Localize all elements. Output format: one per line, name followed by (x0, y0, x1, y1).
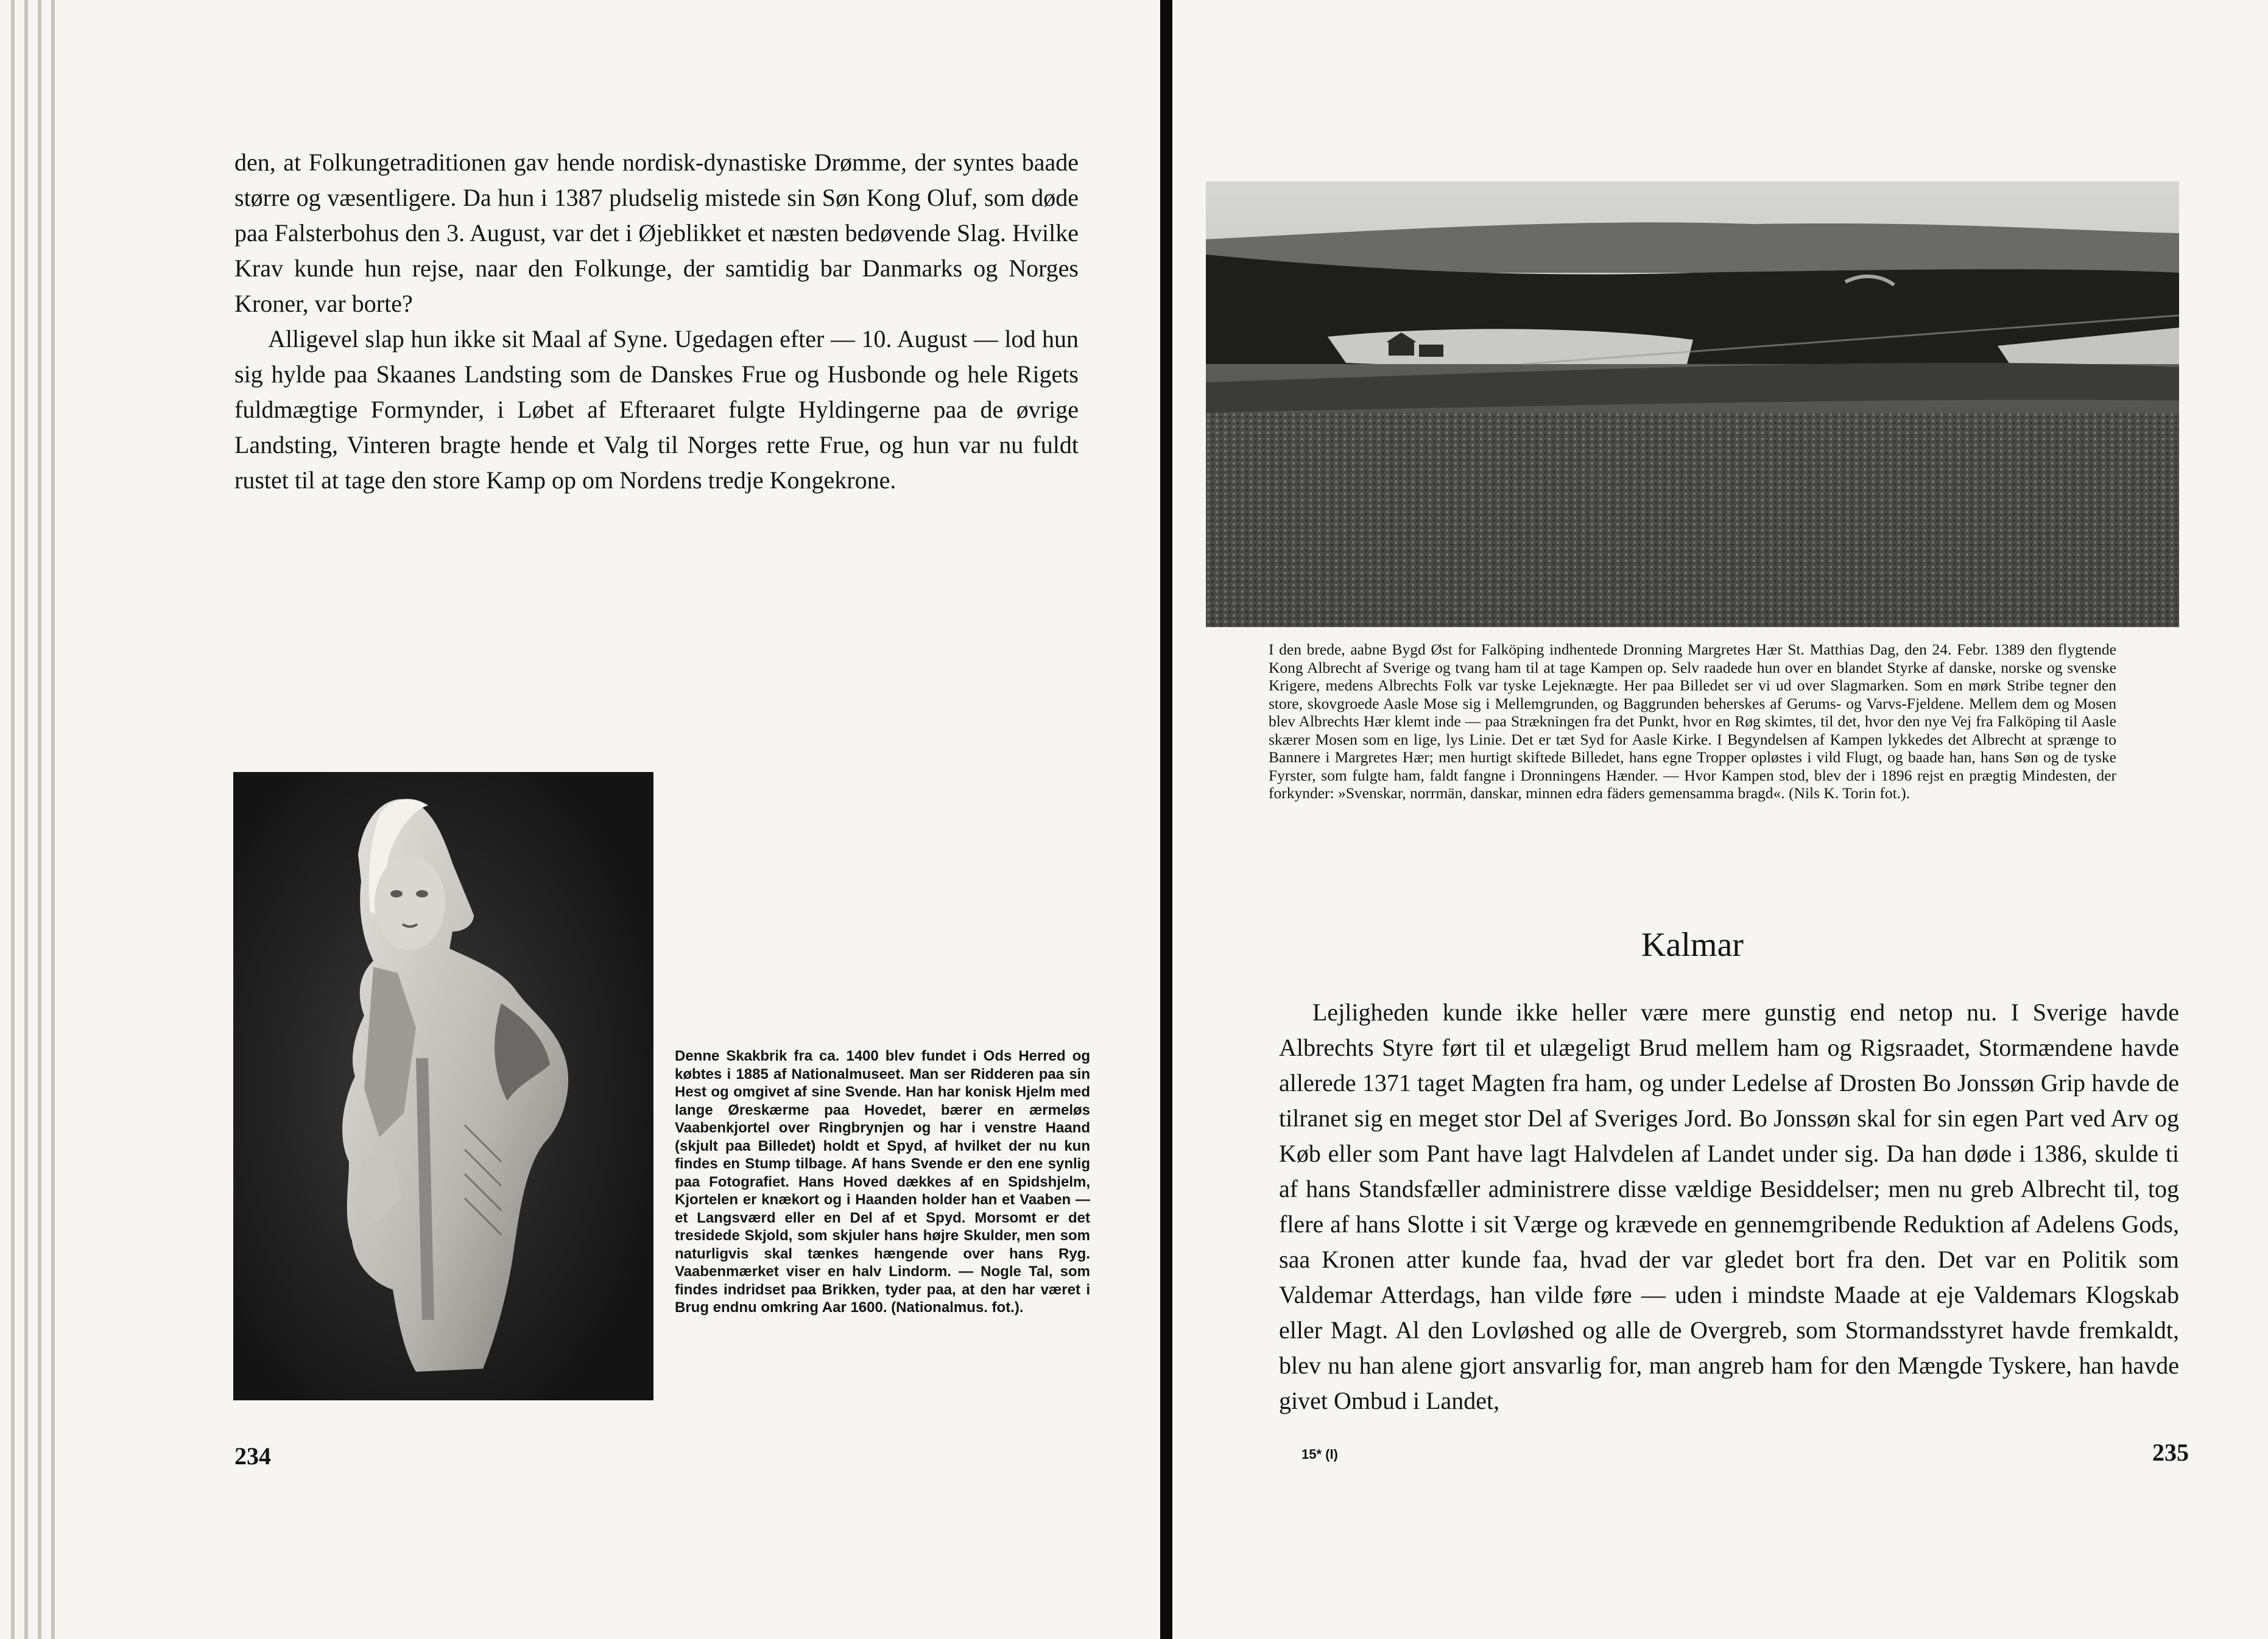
page-number: 234 (234, 1442, 271, 1470)
signature-mark: 15* (I) (1301, 1447, 1338, 1462)
page-edge (24, 0, 28, 1639)
page-edge (51, 0, 55, 1639)
body-text (234, 145, 1079, 498)
photo-caption: Denne Skakbrik fra ca. 1400 blev fundet i Ods Herred og købtes i 1885 af Nationalmuseet. Man ser Ridderen paa sin Hest og omgivet af sine Svende. Han har konisk Hjelm med lange Øreskærme paa Hovedet, bærer en ærmeløs Vaabenkjortel over Ringbrynjen og har i venstre Haand (skjult paa Billedet) holdt et Spyd, af hvilket der nu kun findes en Stump tilbage. Af hans Svende er den ene synlig paa Fotografiet. Hans Hoved dækkes af en Spidshjelm, Kjortelen er knækort og i Haanden holder han et Vaaben — et Langsværd eller en Del af et Spyd. Morsomt er det tresidede Skjold, som skjuler hans højre Skulder, men som naturligvis skal tænkes hængende over hans Ryg. Vaabenmærket viser en halv Lindorm. — Nogle Tal, som findes indridset paa Brikken, tyder paa, at den har været i Brug endnu omkring Aar 1600. (Nationalmus. fot.). (675, 1048, 1090, 1316)
page-edge (38, 0, 41, 1639)
paragraph: Alligevel slap hun ikke sit Maal af Syne. Ugedagen efter — 10. August — lod hun sig hylde paa Skaanes Landsting som de Danskes Frue og Husbonde og hele Rigets fuldmægtige Formynder, i Løbet af Efteraaret fulgte Hyldingerne paa de øvrige Landsting, Vinteren bragte hende et Valg til Norges rette Frue, og hun var nu fuldt rustet til at tage den store Kamp op om Nordens tredje Kongekrone. (234, 325, 1079, 494)
page-number: 235 (2152, 1439, 2189, 1466)
right-page (1172, 0, 2268, 1639)
page-edge (11, 0, 15, 1639)
battlefield-photo (1206, 181, 2179, 627)
chess-piece-photo (233, 772, 653, 1400)
photo-caption: I den brede, aabne Bygd Øst for Falköping indhentede Dronning Margretes Hær St. Matthias Dag, den 24. Febr. 1389 den flygtende Kong Albrecht af Sverige og tvang ham til at tage Kampen op. Selv raadede hun over en blandet Styrke af danske, norske og svenske Krigere, medens Albrechts Folk var tyske Lejeknægte. Her paa Billedet ser vi ud over Slagmarken. Som en mørk Stribe tegner den store, skovgroede Aasle Mose sig i Mellemgrunden, og Baggrunden beherskes af Gerums- og Varvs-Fjeldene. Mellem dem og Mosen blev Albrechts Hær klemt inde — paa Strækningen fra det Punkt, hvor en Røg skimtes, til det, hvor den nye Vej fra Falköping til Aasle skærer Mosen som en lige, lys Linie. Det er tæt Syd for Aasle Kirke. I Begyndelsen af Kampen lykkedes det Albrecht at sprænge to Bannere i Margretes Hær; men hurtigt skiftede Billedet, hans egne Tropper opløstes i vild Flugt, og baade han, hans Søn og de tyske Fyrster, som fulgte ham, faldt fangne i Dronningens Hænder. — Hvor Kampen stod, blev der i 1896 rejst en prægtig Mindesten, der forkynder: »Svenskar, norrmän, danskar, minnen edra fäders gemensamma bragd«. (Nils K. Torin fot.). (1269, 641, 2116, 802)
paragraph: Lejligheden kunde ikke heller være mere gunstig end netop nu. I Sverige havde Albrechts Styre ført til et ulægeligt Brud mellem ham og Rigsraadet, Stormændene havde allerede 1371 taget Magten fra ham, og under Ledelse af Drosten Bo Jonssøn Grip havde de tilranet sig en meget stor Del af Sveriges Jord. Bo Jonssøn skal for sin egen Part ved Arv og Køb eller som Pant have lagt Halvdelen af Landet under sig. Da han døde i 1386, skulde ti af hans Standsfæller administrere disse vældige Besiddelser; men nu greb Albrecht til, tog flere af hans Slotte i sit Værge og krævede en gennemgribende Reduktion af Adelens Gods, saa Kronen atter kunde faa, hvad der var gledet bort fra den. Det var en Politik som Valdemar Atterdags, han vilde føre — uden i mindste Maade at eje Valdemars Klogskab eller Magt. Al den Lovløshed og alle de Overgreb, som Stormandsstyret havde fremkaldt, blev nu han alene gjort ansvarlig for, man angreb ham for den Mængde Tyskere, han havde givet Ombud i Landet, (1279, 998, 2179, 1414)
section-heading: Kalmar (1641, 926, 1744, 964)
body-text (1279, 995, 2179, 1419)
paragraph: den, at Folkungetraditionen gav hende nordisk-dynastiske Drømme, der syntes baade større og væsentligere. Da hun i 1387 pludselig mistede sin Søn Kong Oluf, som døde paa Falsterbohus den 3. August, var det i Øjeblikket et næsten bedøvende Slag. Hvilke Krav kunde hun rejse, naar den Folkunge, der samtidig bar Danmarks og Norges Kroner, var borte? (234, 149, 1079, 317)
